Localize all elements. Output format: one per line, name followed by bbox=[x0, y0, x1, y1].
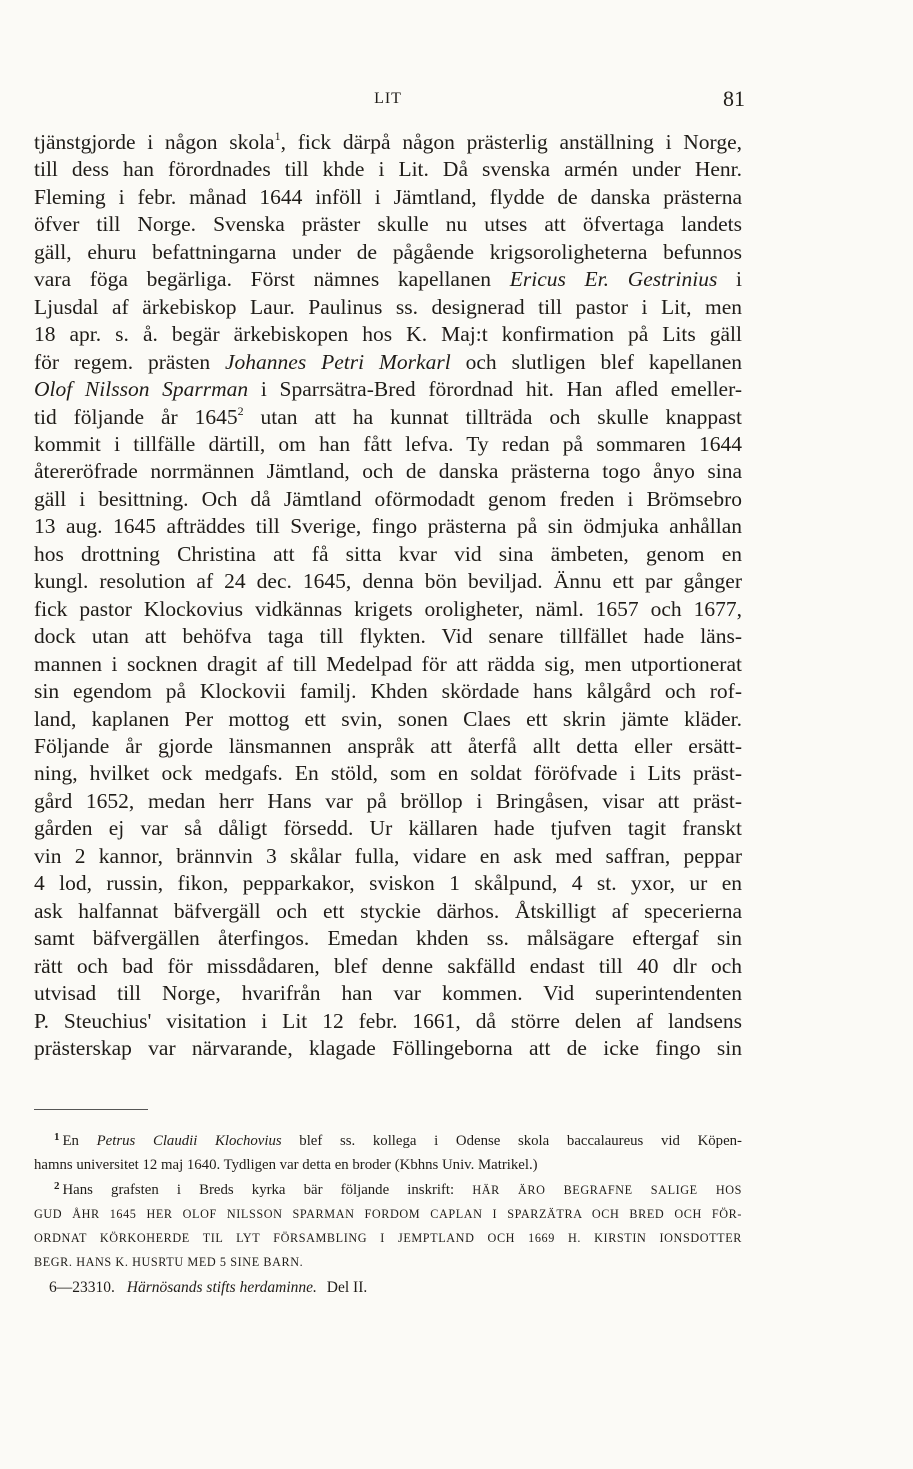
footnotes bbox=[34, 1129, 742, 1275]
text-line: 4 lod, russin, fikon, pepparkakor, sviskon 1 skålpund, 4 st. yxor, ur en bbox=[34, 871, 742, 896]
page-header bbox=[34, 86, 745, 116]
italic-name: Petrus Claudii Klochovius bbox=[96, 1133, 282, 1149]
text-line: gård 1652, medan herr Hans var på bröllop i Bringåsen, visar att präst- bbox=[34, 788, 742, 813]
text-line: Olof Nilsson Sparrman i Sparrsätra-Bred förordnad hit. Han afled emeller- bbox=[34, 377, 742, 402]
footnote-marker: 1 bbox=[54, 1131, 60, 1143]
footnote-ref: 2 bbox=[237, 403, 244, 418]
text-line: vara föga begärliga. Först nämnes kapellanen Ericus Er. Gestrinius i bbox=[34, 267, 742, 292]
text-line: ask halfannat bäfvergäll och ett styckie därhos. Åtskilligt af specerierna bbox=[34, 898, 742, 923]
italic-name: Ericus Er. Gestrinius bbox=[509, 267, 718, 292]
text-line: gården ej var så dåligt försedd. Ur källaren hade tjufven tagit franskt bbox=[34, 816, 742, 841]
italic-name: Johannes Petri Morkarl bbox=[225, 349, 451, 374]
text-line: tjänstgjorde i någon skola$^1$, fick därpå någon prästerlig anställning i Norge, bbox=[34, 129, 742, 154]
text-line: rätt och bad för missdådaren, blef denne sakfälld endast till 40 dlr och bbox=[34, 953, 742, 978]
text-line: för regem. prästen Johannes Petri Morkarl och slutligen blef kapellanen bbox=[34, 349, 742, 374]
text-line: öfver till Norge. Svenska präster skulle nu utses att öfvertaga landets bbox=[34, 212, 742, 237]
text-line: tid följande år 1645$^2$ utan att ha kunnat tillträda och skulle knappast bbox=[34, 403, 742, 429]
footnote-line: hamns universitet 12 maj 1640. Tydligen var detta en broder (Kbhns Univ. Matrikel.) bbox=[34, 1157, 538, 1174]
footnote-line: $^1$ En Petrus Claudii Klochovius blef ss. kollega i Odense skola baccalaureus vid Köpen- bbox=[54, 1131, 742, 1149]
footnote-divider bbox=[34, 1109, 148, 1110]
signature-title: Härnösands stifts herdaminne. bbox=[126, 1279, 317, 1296]
text-line: dock utan att behöfva taga till flykten. Vid senare tillfället hade läns- bbox=[34, 624, 742, 649]
text-line: samt bäfvergällen återfingos. Emedan khden ss. målsägare eftergaf sin bbox=[34, 926, 742, 951]
text-line: hos drottning Christina att få sitta kvar vid sina ämbeten, genom en bbox=[34, 541, 742, 566]
footnote-ref: 1 bbox=[274, 129, 281, 143]
page-number: 81 bbox=[723, 86, 745, 111]
text-line: sin egendom på Klockovii familj. Khden skördade hans kålgård och rof- bbox=[34, 679, 742, 704]
text-line: 18 apr. s. å. begär ärkebiskopen hos K. Maj:t konfirmation på Lits gäll bbox=[34, 322, 742, 347]
footnote-line: $^2$ Hans grafsten i Breds kyrka bär följande inskrift: HÄR ÄRO BEGRAFNE SALIGE HOS bbox=[54, 1179, 742, 1198]
footnote-marker: 2 bbox=[54, 1179, 60, 1192]
text-line: prästerskap var närvarande, klagade Föllingeborna att de icke fingo sin bbox=[34, 1035, 742, 1060]
text-line: återeröfrade norrmännen Jämtland, och de danska prästerna togo ånyo sina bbox=[34, 459, 742, 484]
text-line: Följande år gjorde länsmannen anspråk att återfå allt detta eller ersätt- bbox=[34, 733, 742, 758]
text-line: kommit i tillfälle därtill, om han fått lefva. Ty redan på sommaren 1644 bbox=[34, 431, 742, 456]
italic-name: Olof Nilsson Sparrman bbox=[34, 377, 249, 402]
text-line: land, kaplanen Per mottog ett svin, sonen Claes ett skrin jämte kläder. bbox=[34, 706, 742, 731]
printer-signature bbox=[49, 1279, 367, 1297]
text-line: mannen i socknen dragit af till Medelpad för att rädda sig, men utportionerat bbox=[34, 651, 742, 676]
text-line: kungl. resolution af 24 dec. 1645, denna bön beviljad. Ännu ett par gånger bbox=[34, 569, 742, 594]
text-line: utvisad till Norge, hvarifrån han var kommen. Vid superintendenten bbox=[34, 981, 742, 1006]
footnote-line: GUD ÅHR 1645 HER OLOF NILSSON SPARMAN FORDOM CAPLAN I SPARZÄTRA OCH BRED OCH FÖR- bbox=[34, 1206, 742, 1221]
text-line: P. Steuchius' visitation i Lit 12 febr. 1661, då större delen af landsens bbox=[34, 1008, 742, 1033]
signature-part: Del II. bbox=[326, 1279, 368, 1296]
text-line: ning, hvilket ock medgafs. En stöld, som en soldat föröfvade i Lits präst- bbox=[34, 761, 742, 786]
running-title: LIT bbox=[374, 90, 402, 107]
text-line: gäll i besittning. Och då Jämtland oförmodadt genom freden i Brömsebro bbox=[34, 486, 742, 511]
footnote-line: ORDNAT KÖRKOHERDE TIL LYT FÖRSAMBLING I JEMPTLAND OCH 1669 H. KIRSTIN IONSDOTTER bbox=[34, 1231, 742, 1246]
text-line: till dess han förordnades till khde i Lit. Då svenska armén under Henr. bbox=[34, 157, 742, 182]
text-line: fick pastor Klockovius vidkännas krigets oroligheter, näml. 1657 och 1677, bbox=[34, 596, 742, 621]
text-line: vin 2 kannor, brännvin 3 skålar fulla, vidare en ask med saffran, peppar bbox=[34, 843, 742, 868]
footnote-line: BEGR. HANS K. HUSRTU MED 5 SINE BARN. bbox=[34, 1255, 304, 1270]
text-line: Fleming i febr. månad 1644 inföll i Jämtland, flydde de danska prästerna bbox=[34, 184, 742, 209]
text-line: Ljusdal af ärkebiskop Laur. Paulinus ss. designerad till pastor i Lit, men bbox=[34, 294, 742, 319]
signature-code: 6—23310. bbox=[49, 1279, 115, 1296]
text-line: gäll, ehuru befattningarna under de pågående krigsoroligheterna befunnos bbox=[34, 239, 742, 264]
body-text bbox=[34, 129, 742, 1062]
text-line: 13 aug. 1645 afträddes till Sverige, fingo prästerna på sin ödmjuka anhållan bbox=[34, 514, 742, 539]
